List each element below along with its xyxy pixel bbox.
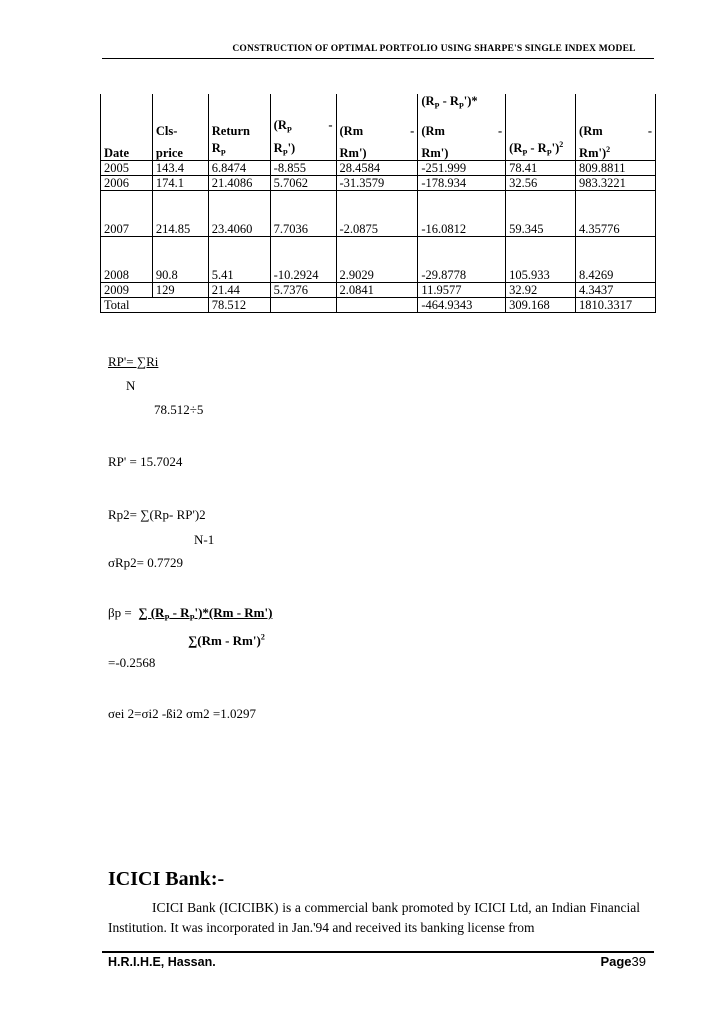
formula-denominator-n: N — [126, 378, 136, 393]
col6-header-line1: $(R_P - R_P')*$ — [418, 94, 506, 114]
beta-value: =-0.2568 — [108, 655, 156, 670]
running-header: CONSTRUCTION OF OPTIMAL PORTFOLIO USING SHARPE'S SINGLE INDEX MODEL — [232, 44, 636, 54]
mean-calculation: 78.512÷5 — [154, 402, 204, 417]
rp-mean-value: RP' = 15.7024 — [108, 454, 183, 469]
section-heading: ICICI Bank:- — [108, 868, 225, 890]
col3-header-line1: Return — [208, 114, 270, 138]
table-row: 2007 214.85 23.4060 7.7036 -2.0875 -16.0812 59.345 4.35776 — [101, 191, 656, 237]
beta-formula: βp = ∑ $(R_P - R_P')*(Rm - Rm')$ — [108, 605, 273, 623]
beta-formula-denominator: ∑(Rm - Rm')$^2$ — [188, 633, 265, 649]
header-rule — [102, 58, 654, 59]
formula-denominator-n1: N-1 — [194, 532, 215, 547]
rp-mean-formula: RP'= ∑Ri — [108, 354, 159, 369]
footer-institute: H.R.I.H.E, Hassan. — [108, 955, 216, 969]
table-row: 2009 129 21.44 5.7376 2.0841 11.9577 32.92 4.3437 — [101, 283, 656, 298]
page-number: Page39 — [600, 954, 646, 969]
portfolio-table — [100, 94, 656, 313]
table-header-row-2 — [101, 114, 656, 138]
footer-rule — [102, 951, 654, 953]
table-header-row-1 — [101, 94, 656, 114]
rp2-formula: Rp2= ∑(Rp- RP')2 — [108, 507, 206, 522]
col8-header-line1: (Rm - — [576, 114, 656, 138]
table-row: 2005 143.4 6.8474 -8.855 28.4584 -251.999 78.41 809.8811 — [101, 161, 656, 176]
col2-header-line1: Cls- — [152, 114, 208, 138]
sigma-rp2-value: σRp2= 0.7729 — [108, 555, 184, 570]
sigma-ei-formula: σei 2=σi2 -ßi2 σm2 =1.0297 — [108, 706, 256, 721]
table-total-row: Total 78.512 -464.9343 309.168 1810.3317 — [101, 298, 656, 313]
col6-header-line2: (Rm - — [418, 114, 506, 138]
table-row: 2006 174.1 21.4086 5.7062 -31.3579 -178.934 32.56 983.3221 — [101, 176, 656, 191]
table-row: 2008 90.8 5.41 -10.2924 2.9029 -29.8778 105.933 8.4269 — [101, 237, 656, 283]
col5-header-line1: (Rm - — [336, 114, 418, 138]
table-header-row-3: Date price $R_P$ $R_P'$) Rm') Rm') $(R_P - R_P')^2$ Rm')$^2$ — [101, 138, 656, 161]
section-paragraph: ICICI Bank (ICICIBK) is a commercial bank promoted by ICICI Ltd, an Indian Financial Institution. It was incorporated in Jan.'94 and received its banking license from — [108, 900, 640, 935]
col4-header-line1: ($R_P$ - — [270, 114, 336, 138]
